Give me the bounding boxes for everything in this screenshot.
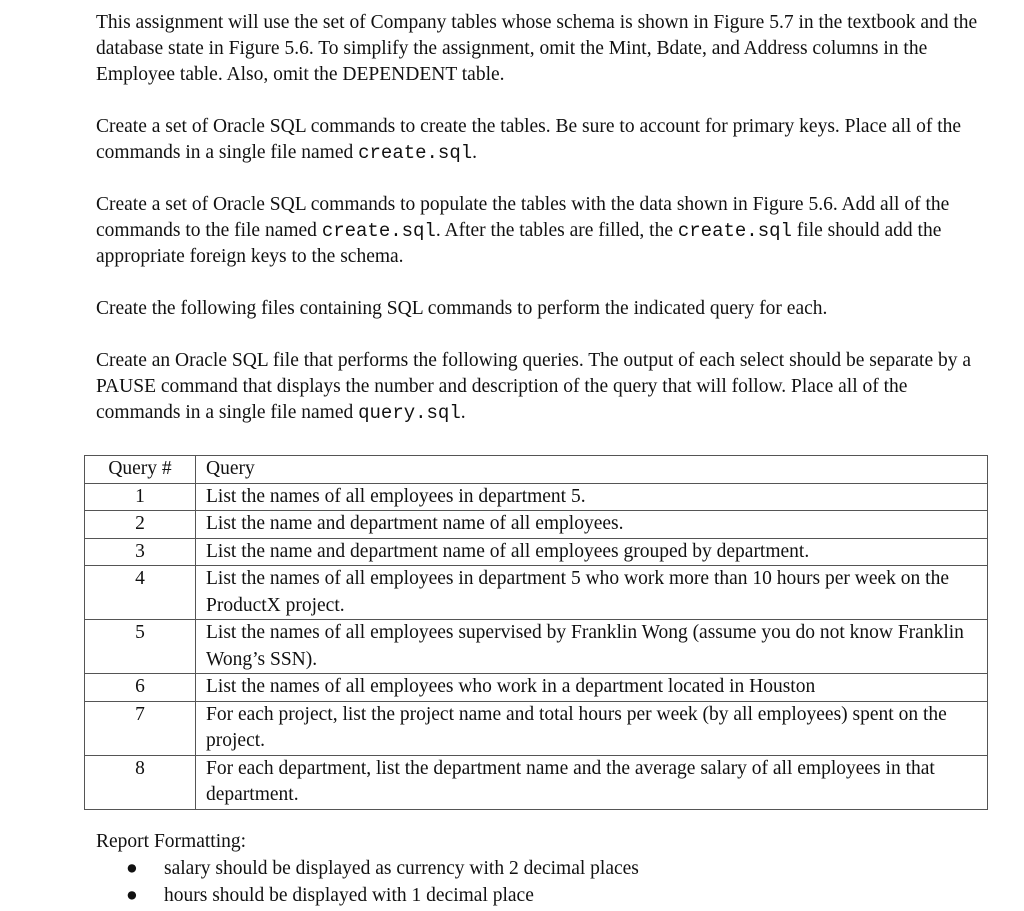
query-text: List the name and department name of all employees. bbox=[196, 511, 988, 539]
list-item bbox=[96, 855, 996, 882]
bullet-icon: ● bbox=[126, 858, 138, 879]
query-number: 8 bbox=[85, 755, 196, 809]
query-number: 4 bbox=[85, 566, 196, 620]
table-row bbox=[85, 483, 988, 511]
query-number: 2 bbox=[85, 511, 196, 539]
query-number: 7 bbox=[85, 701, 196, 755]
header-query-number: Query # bbox=[85, 456, 196, 484]
query-table bbox=[84, 455, 988, 810]
query-text: For each project, list the project name and total hours per week (by all employees) spent on the project. bbox=[196, 701, 988, 755]
paragraph-files: Create the following files containing SQL commands to perform the indicated query for each. bbox=[96, 298, 828, 319]
paragraph-intro: This assignment will use the set of Company tables whose schema is shown in Figure 5.7 in the textbook and the database state in Figure 5.6. To simplify the assignment, omit the Mint, Bdate, and Address columns in the Employee table. Also, omit the DEPENDENT table. bbox=[96, 12, 978, 85]
code-filename: query.sql bbox=[358, 402, 461, 424]
table-row bbox=[85, 674, 988, 702]
query-text: List the names of all employees supervised by Franklin Wong (assume you do not know Franklin Wong’s SSN). bbox=[196, 620, 988, 674]
table-header-row bbox=[85, 456, 988, 484]
text: Create a set of Oracle SQL commands to create the tables. Be sure to account for primary keys. Place all of the commands in a single file named bbox=[96, 116, 962, 163]
text: Create an Oracle SQL file that performs the following queries. The output of each select should be separate by a PAUSE command that displays the number and description of the query that will follow. Place all of the commands in a single file named bbox=[96, 350, 972, 423]
code-filename: create.sql bbox=[358, 142, 473, 164]
table-row bbox=[85, 538, 988, 566]
query-text: List the names of all employees who work in a department located in Houston bbox=[196, 674, 988, 702]
query-text: For each department, list the department name and the average salary of all employees in that department. bbox=[196, 755, 988, 809]
query-number: 3 bbox=[85, 538, 196, 566]
text: . bbox=[460, 402, 466, 423]
paragraph-populate-tables bbox=[96, 192, 986, 270]
paragraph-create-tables bbox=[96, 114, 986, 166]
table-row bbox=[85, 511, 988, 539]
text: file should add the appropriate foreign keys to the schema. bbox=[96, 220, 942, 267]
header-query: Query bbox=[196, 456, 988, 484]
paragraph-query-file bbox=[96, 348, 986, 426]
list-item-text: salary should be displayed as currency with 2 decimal places bbox=[164, 858, 639, 879]
list-item bbox=[96, 882, 996, 909]
table-row bbox=[85, 701, 988, 755]
report-formatting bbox=[96, 828, 996, 909]
table-row bbox=[85, 755, 988, 809]
query-number: 6 bbox=[85, 674, 196, 702]
code-filename: create.sql bbox=[677, 220, 792, 242]
code-filename: create.sql bbox=[321, 220, 436, 242]
list-item-text: hours should be displayed with 1 decimal place bbox=[164, 885, 534, 906]
query-text: List the names of all employees in department 5 who work more than 10 hours per week on the ProductX project. bbox=[196, 566, 988, 620]
query-text: List the names of all employees in department 5. bbox=[196, 483, 988, 511]
report-bullet-list bbox=[96, 855, 996, 909]
table-row bbox=[85, 566, 988, 620]
text: Create a set of Oracle SQL commands to populate the tables with the data shown in Figure 5.6. Add all of the commands to the file named bbox=[96, 194, 950, 241]
bullet-icon: ● bbox=[126, 885, 138, 906]
query-number: 1 bbox=[85, 483, 196, 511]
document-body bbox=[96, 10, 986, 452]
table-row bbox=[85, 620, 988, 674]
text: . bbox=[472, 142, 478, 163]
text: . After the tables are filled, the bbox=[435, 220, 678, 241]
query-number: 5 bbox=[85, 620, 196, 674]
query-text: List the name and department name of all employees grouped by department. bbox=[196, 538, 988, 566]
report-title: Report Formatting: bbox=[96, 831, 247, 852]
